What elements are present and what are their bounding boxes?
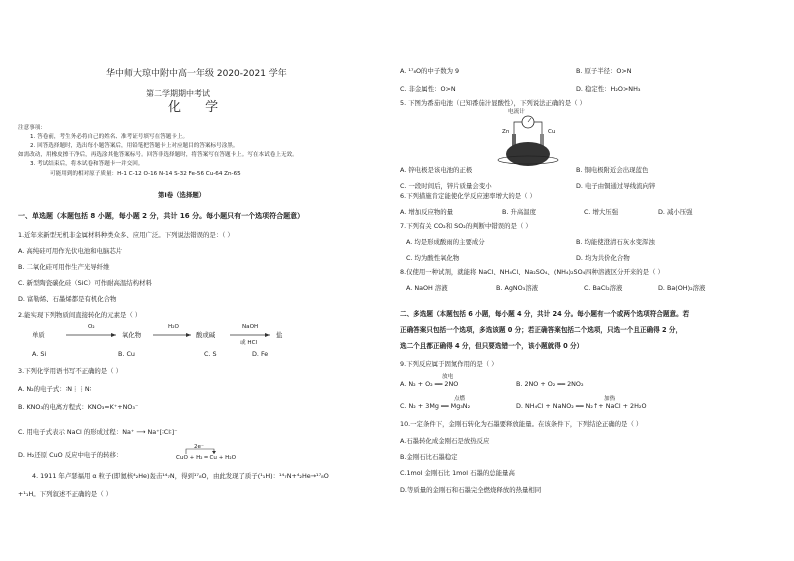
section-two-heading-line: 正确答案只包括一个选项，多选该题 0 分；若正确答案包括二个选项，只选一个且正确得 2 分， xyxy=(400,326,683,334)
option-7b: B. 均能使澄清石灰水变浑浊 xyxy=(576,238,655,246)
question-8: 8.仅使用一种试剂，就能将 NaCl、NH₄Cl、Na₂SO₄、(NH₄)₂SO₄四种溶液区分开来的是（ ） xyxy=(400,268,664,276)
option-5d: D. 电子由铜通过导线流向锌 xyxy=(576,182,656,190)
reaction-condition: 点燃 xyxy=(454,396,466,402)
question-10: 10.一定条件下，金刚石转化为石墨要释放能量。在该条件下，下列结论正确的是（ ） xyxy=(400,420,643,428)
option-7c: C. 均为酸性氧化物 xyxy=(406,254,460,262)
option-5c: C. 一段时间后，锌片质量会变小 xyxy=(400,182,492,190)
option-1b: B. 二氧化硅可用作生产光导纤维 xyxy=(18,263,110,271)
option-10d: D.等质量的金刚石和石墨完全燃烧释放的热量相同 xyxy=(400,486,542,494)
question-4: 4. 1911 年卢瑟福用 α 粒子(即氦核⁴₂He)轰击¹⁴₇N，得到¹⁷₈O，由此发现了质子(¹₁H)：¹⁴₇N+⁴₂He→¹⁷₈O xyxy=(32,472,329,480)
option-6c: C. 增大压强 xyxy=(584,208,619,216)
question-6: 6.下列措施肯定能使化学反应速率增大的是（ ） xyxy=(400,192,536,200)
option-8b: B. AgNO₃溶液 xyxy=(496,284,539,292)
option-4c: C. 非金属性：O>N xyxy=(400,85,456,93)
option-3c: C. 用电子式表示 NaCl 的形成过程：Na⁺ ⟶ Na⁺[∶Cl∶]⁻ xyxy=(18,428,178,436)
section-two-heading: 二、多选题（本题包括 6 小题，每小题 4 分，共计 24 分。每小题有一个或两个选项符合题意。若 xyxy=(400,310,690,318)
notice-header: 注意事项： xyxy=(18,125,46,131)
option-7d: D. 均为共价化合物 xyxy=(576,254,630,262)
flow-arrow-icon xyxy=(228,331,272,339)
notice-line: 3. 考试结束后，将本试卷和答题卡一并交回。 xyxy=(30,161,144,167)
option-4d: D. 稳定性：H₂O>NH₃ xyxy=(576,85,641,93)
flow-oxide: 氧化物 xyxy=(122,331,142,339)
option-10b: B.金刚石比石墨稳定 xyxy=(400,453,458,461)
notice-line: 1. 答卷前，考生务必将自己的姓名、准考证号填写在答题卡上。 xyxy=(30,134,189,140)
option-8c: C. BaCl₂溶液 xyxy=(584,284,623,292)
reaction-condition: 放电 xyxy=(442,374,454,380)
notice-line: 如需改动，用橡皮擦干净后，再选涂其他答案标号。回答非选择题时，将答案写在答题卡上。写在本试卷上无效。 xyxy=(18,152,298,158)
subject-title: 化 学 xyxy=(168,100,229,115)
question-4-continued: +¹₁H。下列叙述不正确的是（ ） xyxy=(18,490,113,498)
option-2c: C. S xyxy=(204,350,217,358)
flow-acid-base: 酸或碱 xyxy=(196,331,216,339)
tomato-battery-diagram xyxy=(494,114,564,170)
option-6d: D. 减小压强 xyxy=(658,208,693,216)
notice-line: 2. 回答选择题时，选出每小题答案后，用铅笔把答题卡上对应题目的答案标号涂黑。 xyxy=(30,143,239,149)
option-9a: A. N₂ + O₂ ══ 2NO xyxy=(400,380,459,388)
option-9b: B. 2NO + O₂ ══ 2NO₂ xyxy=(516,380,584,388)
question-1: 1.近年来新型无机非金属材料种类众多、应用广泛。下列说法错误的是：（ ） xyxy=(18,231,234,239)
option-10a: A.石墨转化成金刚石是放热反应 xyxy=(400,437,490,445)
option-4b: B. 原子半径：O>N xyxy=(576,67,632,75)
option-3a: A. N₂的电子式：∶N⋮⋮N∶ xyxy=(18,385,92,393)
flow-element: 单质 xyxy=(32,331,45,339)
option-3d: D. H₂还原 CuO 反应中电子的转移： xyxy=(18,451,123,459)
electron-transfer-label: 2e⁻ xyxy=(194,444,204,450)
zinc-label: Zn xyxy=(502,129,510,135)
option-2b: B. Cu xyxy=(118,350,135,358)
option-2a: A. Si xyxy=(32,350,47,358)
copper-label: Cu xyxy=(548,129,556,135)
question-9: 9.下列反应属于固氮作用的是（ ） xyxy=(400,360,498,368)
option-5a: A. 锌电极是该电池的正极 xyxy=(400,166,473,174)
flow-arrow-icon xyxy=(64,331,118,339)
section-two-heading-line: 选二个且都正确得 4 分，但只要选错一个，该小题就得 0 分） xyxy=(400,342,584,350)
option-6a: A. 增加反应物的量 xyxy=(400,208,454,216)
option-10c: C.1mol 金刚石比 1mol 石墨的总能量高 xyxy=(400,469,515,477)
option-2d: D. Fe xyxy=(252,350,269,358)
section-one-heading: 一、单选题（本题包括 8 小题，每小题 2 分，共计 16 分。每小题只有一个选项符合题意） xyxy=(18,212,305,220)
atomic-mass-line: 可能用到的相对原子质量：H-1 C-12 O-16 N-14 S-32 Fe-56 Cu-64 Zn-65 xyxy=(50,171,241,177)
reaction-condition: 加热 xyxy=(604,396,616,402)
question-3: 3.下列化学用语书写不正确的是（ ） xyxy=(18,367,122,375)
option-7a: A. 均是形成酸雨的主要成分 xyxy=(406,238,485,246)
flow-arrow-icon xyxy=(151,331,193,339)
flow-reagent: NaOH xyxy=(242,324,259,330)
galvanometer-label: 电流计 xyxy=(508,109,525,115)
exam-subtitle: 第二学期期中考试 xyxy=(146,89,210,98)
option-5b: B. 铜电极附近会出现蓝色 xyxy=(576,166,649,174)
flow-reagent: O₂ xyxy=(88,324,95,330)
option-1c: C. 新型陶瓷碳化硅（SiC）可作耐高温结构材料 xyxy=(18,279,152,287)
exam-title: 华中师大琼中附中高一年级 2020-2021 学年 xyxy=(106,69,287,79)
question-7: 7.下列有关 CO₂和 SO₂的判断中错误的是（ ） xyxy=(400,222,532,230)
flow-salt: 盐 xyxy=(276,331,283,339)
option-9c: C. N₂ + 3Mg ══ Mg₃N₂ xyxy=(400,402,471,410)
option-8d: D. Ba(OH)₂溶液 xyxy=(658,284,706,292)
option-3b: B. KNO₃的电离方程式：KNO₃=K⁺+NO₃⁻ xyxy=(18,403,139,411)
question-2: 2.能实现下列物质间直接转化的元素是（ ） xyxy=(18,311,142,319)
option-4a: A. ¹⁷₈O的中子数为 9 xyxy=(400,67,460,75)
flow-reagent: H₂O xyxy=(168,324,179,330)
option-3d-equation: CuO + H₂ ═ Cu + H₂O xyxy=(176,455,237,461)
question-5: 5. 下图为番茄电池（已知番茄汁显酸性），下列说法正确的是（ ） xyxy=(400,99,586,107)
flow-reagent: 或 HCl xyxy=(240,340,258,346)
part-one-title: 第Ⅰ卷（选择题） xyxy=(158,191,206,199)
option-1d: D. 富勒烯、石墨烯都是有机化合物 xyxy=(18,295,117,303)
option-9d: D. NH₄Cl + NaNO₂ ══ N₂↑+ NaCl + 2H₂O xyxy=(516,402,647,410)
option-8a: A. NaOH 溶液 xyxy=(406,284,448,292)
option-1a: A. 高纯硅可用作光伏电池和电脑芯片 xyxy=(18,247,123,255)
option-6b: B. 升高温度 xyxy=(502,208,537,216)
tomato-icon xyxy=(506,142,550,166)
